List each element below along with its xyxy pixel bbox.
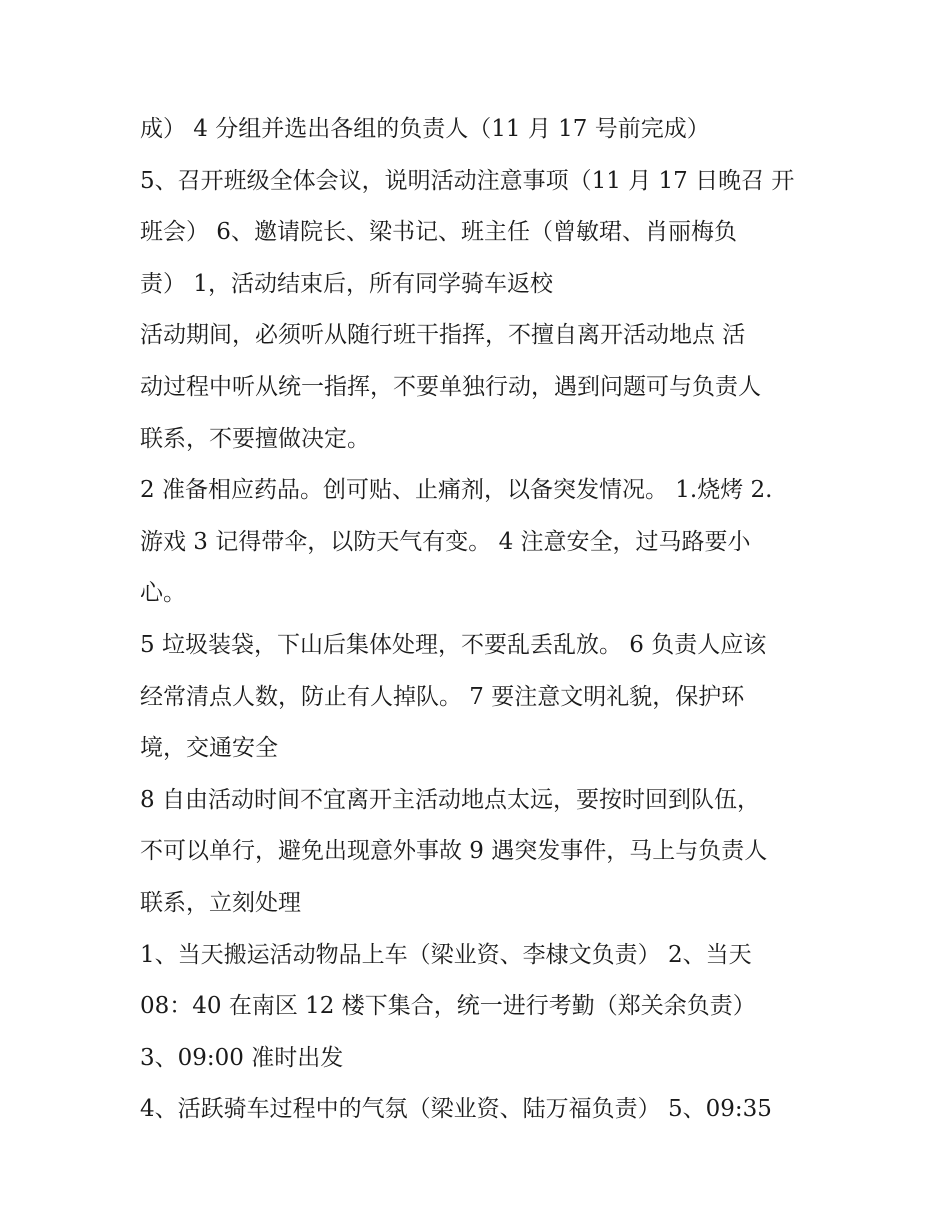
text-line: 4、活跃骑车过程中的气氛（梁业资、陆万福负责） 5、09:35: [140, 1096, 772, 1123]
text-line: 联系，立刻处理: [140, 889, 301, 916]
text-line: 联系，不要擅做决定。: [140, 425, 370, 452]
text-line: 2 准备相应药品。创可贴、止痛剂，以备突发情况。 1.烧烤 2.: [140, 477, 773, 504]
text-line: 责） 1，活动结束后，所有同学骑车返校: [140, 270, 553, 297]
text-line: 不可以单行，避免出现意外事故 9 遇突发事件，马上与负责人: [140, 838, 768, 865]
text-line: 1、当天搬运活动物品上车（梁业资、李棣文负责） 2、当天: [140, 941, 752, 968]
text-line: 08：40 在南区 12 楼下集合，统一进行考勤（郑关余负责）: [140, 993, 756, 1020]
text-line: 成） 4 分组并选出各组的负责人（11 月 17 号前完成）: [140, 116, 710, 142]
document-body: [140, 104, 840, 1136]
text-line: 8 自由活动时间不宜离开主活动地点太远，要按时回到队伍，: [140, 786, 760, 813]
text-line: 境，交通安全: [140, 735, 278, 762]
text-line: 3、09:00 准时出发: [140, 1044, 344, 1071]
text-line: 经常清点人数，防止有人掉队。 7 要注意文明礼貌，保护环: [140, 683, 745, 710]
text-line: 5、召开班级全体会议，说明活动注意事项（11 月 17 日晚召 开: [140, 167, 795, 194]
text-line: 5 垃圾装袋，下山后集体处理，不要乱丢乱放。 6 负责人应该: [140, 631, 767, 658]
text-line: 活动期间，必须听从随行班干指挥，不擅自离开活动地点 活: [140, 322, 746, 349]
text-line: 班会） 6、邀请院长、梁书记、班主任（曾敏珺、肖丽梅负: [140, 219, 737, 246]
text-line: 游戏 3 记得带伞，以防天气有变。 4 注意安全，过马路要小: [140, 528, 751, 555]
text-line: 动过程中听从统一指挥，不要单独行动，遇到问题可与负责人: [140, 373, 761, 400]
text-line: 心。: [140, 580, 186, 607]
